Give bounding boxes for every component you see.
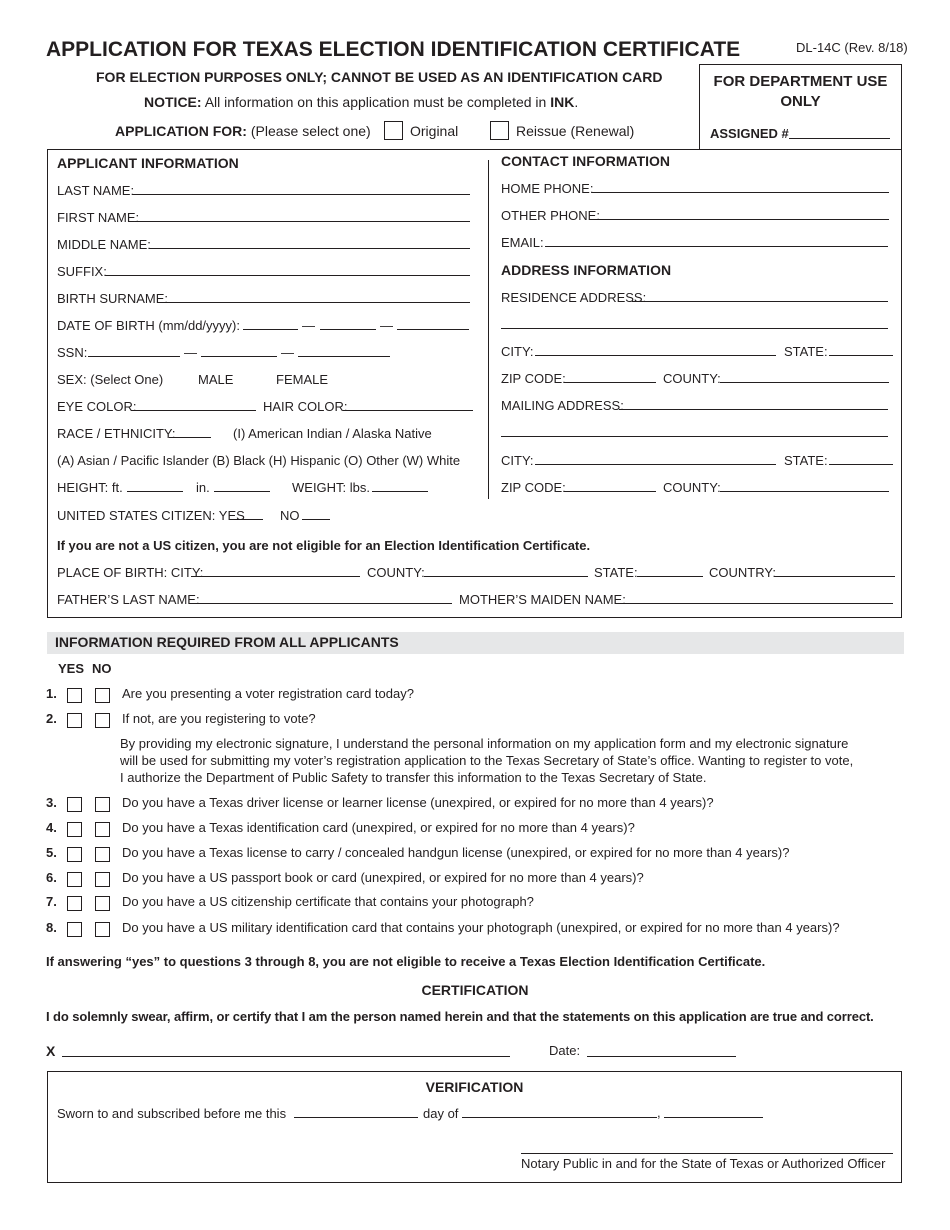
weight-field[interactable] bbox=[372, 491, 428, 492]
contact-heading: CONTACT INFORMATION bbox=[501, 153, 671, 169]
q2-yes-checkbox[interactable] bbox=[67, 713, 82, 728]
question-number: 7. bbox=[46, 894, 57, 909]
yes-column-header: YES bbox=[58, 661, 85, 676]
pob-country-label: COUNTRY: bbox=[709, 565, 776, 580]
residence-county-field[interactable] bbox=[720, 382, 889, 383]
residence-state-field[interactable] bbox=[829, 355, 893, 356]
height-ft-field[interactable] bbox=[127, 491, 183, 492]
mailing-zip-label: ZIP CODE: bbox=[501, 480, 566, 495]
father-field[interactable] bbox=[190, 603, 452, 604]
dob-day-field[interactable] bbox=[320, 329, 376, 330]
applicant-heading: APPLICANT INFORMATION bbox=[57, 155, 239, 171]
q4-no-checkbox[interactable] bbox=[95, 822, 110, 837]
reissue-label: Reissue (Renewal) bbox=[516, 123, 635, 139]
last-name-field[interactable] bbox=[132, 194, 470, 195]
notice-ink: INK bbox=[550, 94, 575, 110]
dash: — bbox=[281, 345, 294, 360]
middle-name-field[interactable] bbox=[149, 248, 470, 249]
question-text: Do you have a US passport book or card (unexpired, or expired for no more than 4 years)? bbox=[122, 870, 644, 885]
race-label: RACE / ETHNICITY: bbox=[57, 426, 176, 441]
residence-label: RESIDENCE ADDRESS: bbox=[501, 290, 647, 305]
pob-county-label: COUNTY: bbox=[367, 565, 425, 580]
sex-male-option[interactable]: MALE bbox=[198, 372, 234, 387]
sex-label: SEX: (Select One) bbox=[57, 372, 164, 387]
question-text: Do you have a Texas driver license or learner license (unexpired, or expired for no more than 4 years)? bbox=[122, 795, 714, 810]
q5-no-checkbox[interactable] bbox=[95, 847, 110, 862]
dob-label: DATE OF BIRTH (mm/dd/yyyy): bbox=[57, 318, 240, 333]
notice-text: All information on this application must be completed in bbox=[204, 94, 547, 110]
residence-line2-field[interactable] bbox=[501, 328, 888, 329]
mailing-field[interactable] bbox=[619, 409, 888, 410]
pob-city-label: PLACE OF BIRTH: CITY: bbox=[57, 565, 204, 580]
q8-no-checkbox[interactable] bbox=[95, 922, 110, 937]
residence-zip-field[interactable] bbox=[564, 382, 656, 383]
residence-state-label: STATE: bbox=[784, 344, 828, 359]
q5-yes-checkbox[interactable] bbox=[67, 847, 82, 862]
first-name-label: FIRST NAME: bbox=[57, 210, 140, 225]
other-phone-label: OTHER PHONE: bbox=[501, 208, 600, 223]
required-heading: INFORMATION REQUIRED FROM ALL APPLICANTS bbox=[55, 634, 399, 650]
citizen-no-label: NO bbox=[280, 508, 300, 523]
residence-city-label: CITY: bbox=[501, 344, 534, 359]
q3-no-checkbox[interactable] bbox=[95, 797, 110, 812]
home-phone-label: HOME PHONE: bbox=[501, 181, 594, 196]
signature-x: X bbox=[46, 1043, 56, 1059]
dept-title-2: ONLY bbox=[780, 93, 821, 110]
first-name-field[interactable] bbox=[135, 221, 470, 222]
suffix-field[interactable] bbox=[105, 275, 470, 276]
question-number: 2. bbox=[46, 711, 57, 726]
height-ft-label: HEIGHT: ft. bbox=[57, 480, 123, 495]
citizen-label: UNITED STATES CITIZEN: YES bbox=[57, 508, 245, 523]
certification-heading: CERTIFICATION bbox=[421, 982, 529, 998]
other-phone-field[interactable] bbox=[594, 219, 889, 220]
email-field[interactable] bbox=[545, 246, 888, 247]
q8-yes-checkbox[interactable] bbox=[67, 922, 82, 937]
residence-field[interactable] bbox=[632, 301, 888, 302]
pob-state-field[interactable] bbox=[637, 576, 703, 577]
residence-zip-label: ZIP CODE: bbox=[501, 371, 566, 386]
suffix-label: SUFFIX: bbox=[57, 264, 107, 279]
form-number: DL-14C (Rev. 8/18) bbox=[796, 40, 908, 55]
app-for-label: APPLICATION FOR: bbox=[115, 123, 247, 139]
sex-female-option[interactable]: FEMALE bbox=[276, 372, 329, 387]
ssn-part1-field[interactable] bbox=[88, 356, 180, 357]
mailing-county-label: COUNTY: bbox=[663, 480, 721, 495]
notice-end: . bbox=[574, 94, 579, 110]
birth-surname-label: BIRTH SURNAME: bbox=[57, 291, 168, 306]
sworn-year-field[interactable] bbox=[664, 1117, 763, 1118]
date-label: Date: bbox=[549, 1043, 581, 1058]
question-text: Do you have a US military identification card that contains your photograph (unexpired, or expired for no more than 4 years)? bbox=[122, 920, 840, 935]
signature-field[interactable] bbox=[62, 1056, 510, 1057]
residence-county-label: COUNTY: bbox=[663, 371, 721, 386]
sworn-label: Sworn to and subscribed before me this bbox=[57, 1106, 287, 1121]
mailing-county-field[interactable] bbox=[720, 491, 889, 492]
date-field[interactable] bbox=[587, 1056, 736, 1057]
sworn-month-field[interactable] bbox=[462, 1117, 657, 1118]
question-number: 3. bbox=[46, 795, 57, 810]
height-in-label: in. bbox=[196, 480, 210, 495]
no-column-header: NO bbox=[92, 661, 112, 676]
eye-color-label: EYE COLOR: bbox=[57, 399, 137, 414]
application-for bbox=[115, 123, 371, 139]
original-checkbox[interactable] bbox=[384, 121, 403, 140]
consent-line-1: By providing my electronic signature, I understand the personal information on my application form and my electronic signature bbox=[120, 736, 849, 751]
race-option-i: (I) American Indian / Alaska Native bbox=[233, 426, 432, 441]
height-in-field[interactable] bbox=[214, 491, 270, 492]
q1-yes-checkbox[interactable] bbox=[67, 688, 82, 703]
dash: — bbox=[184, 345, 197, 360]
pob-city-field[interactable] bbox=[191, 576, 360, 577]
reissue-checkbox[interactable] bbox=[490, 121, 509, 140]
page-title: APPLICATION FOR TEXAS ELECTION IDENTIFICATION CERTIFICATE bbox=[46, 38, 741, 61]
middle-name-label: MIDDLE NAME: bbox=[57, 237, 151, 252]
pob-state-label: STATE: bbox=[594, 565, 638, 580]
father-label: FATHER’S LAST NAME: bbox=[57, 592, 200, 607]
question-text: Do you have a US citizenship certificate that contains your photograph? bbox=[122, 894, 534, 909]
mother-label: MOTHER’S MAIDEN NAME: bbox=[459, 592, 626, 607]
q7-yes-checkbox[interactable] bbox=[67, 896, 82, 911]
assigned-label: ASSIGNED # bbox=[710, 126, 789, 141]
comma: , bbox=[657, 1105, 661, 1120]
mailing-zip-field[interactable] bbox=[564, 491, 656, 492]
question-text: Are you presenting a voter registration card today? bbox=[122, 686, 414, 701]
column-divider bbox=[488, 160, 489, 499]
mailing-state-label: STATE: bbox=[784, 453, 828, 468]
dash: — bbox=[302, 318, 315, 333]
ssn-part2-field[interactable] bbox=[201, 356, 277, 357]
mailing-label: MAILING ADDRESS: bbox=[501, 398, 624, 413]
subtitle: FOR ELECTION PURPOSES ONLY; CANNOT BE USED AS AN IDENTIFICATION CARD bbox=[96, 69, 663, 85]
pob-country-field[interactable] bbox=[774, 576, 895, 577]
weight-label: WEIGHT: lbs. bbox=[292, 480, 371, 495]
mailing-city-field[interactable] bbox=[535, 464, 776, 465]
question-number: 6. bbox=[46, 870, 57, 885]
consent-line-3: I authorize the Department of Public Safety to transfer this information to the Texas Secretary of State. bbox=[120, 770, 707, 785]
not-citizen-note: If you are not a US citizen, you are not eligible for an Election Identification Certificate. bbox=[57, 538, 591, 553]
notice bbox=[144, 94, 578, 110]
q6-yes-checkbox[interactable] bbox=[67, 872, 82, 887]
question-number: 5. bbox=[46, 845, 57, 860]
q1-no-checkbox[interactable] bbox=[95, 688, 110, 703]
ineligible-note: If answering “yes” to questions 3 through 8, you are not eligible to receive a Texas Election Identification Certificate. bbox=[46, 954, 766, 969]
race-field[interactable] bbox=[169, 437, 211, 438]
mailing-state-field[interactable] bbox=[829, 464, 893, 465]
assigned-field[interactable] bbox=[789, 138, 890, 139]
sworn-day-field[interactable] bbox=[294, 1117, 418, 1118]
pob-county-field[interactable] bbox=[424, 576, 588, 577]
q3-yes-checkbox[interactable] bbox=[67, 797, 82, 812]
dash: — bbox=[380, 318, 393, 333]
race-options: (A) Asian / Pacific Islander (B) Black (H) Hispanic (O) Other (W) White bbox=[57, 453, 461, 468]
dob-year-field[interactable] bbox=[397, 329, 469, 330]
verification-heading: VERIFICATION bbox=[425, 1079, 524, 1095]
email-label: EMAIL: bbox=[501, 235, 544, 250]
hair-color-field[interactable] bbox=[343, 410, 473, 411]
question-text: Do you have a Texas license to carry / concealed handgun license (unexpired, or expired for no more than 4 years)? bbox=[122, 845, 790, 860]
ssn-part3-field[interactable] bbox=[298, 356, 390, 357]
question-text: If not, are you registering to vote? bbox=[122, 711, 316, 726]
notary-label: Notary Public in and for the State of Texas or Authorized Officer bbox=[521, 1156, 886, 1171]
residence-city-field[interactable] bbox=[535, 355, 776, 356]
citizen-no-field[interactable] bbox=[302, 519, 330, 520]
q2-no-checkbox[interactable] bbox=[95, 713, 110, 728]
mailing-line2-field[interactable] bbox=[501, 436, 888, 437]
citizen-yes-field[interactable] bbox=[235, 519, 263, 520]
notary-signature-field[interactable] bbox=[521, 1153, 893, 1154]
consent-line-2: will be used for submitting my voter’s registration application to the Texas Secretary of State’s office. Wanting to register to vote, bbox=[120, 753, 854, 768]
q7-no-checkbox[interactable] bbox=[95, 896, 110, 911]
address-heading: ADDRESS INFORMATION bbox=[501, 262, 672, 278]
mailing-city-label: CITY: bbox=[501, 453, 534, 468]
day-of-label: day of bbox=[423, 1106, 459, 1121]
question-number: 1. bbox=[46, 686, 57, 701]
question-number: 8. bbox=[46, 920, 57, 935]
q6-no-checkbox[interactable] bbox=[95, 872, 110, 887]
question-number: 4. bbox=[46, 820, 57, 835]
birth-surname-field[interactable] bbox=[160, 302, 470, 303]
q4-yes-checkbox[interactable] bbox=[67, 822, 82, 837]
eye-color-field[interactable] bbox=[131, 410, 256, 411]
home-phone-field[interactable] bbox=[592, 192, 889, 193]
question-text: Do you have a Texas identification card (unexpired, or expired for no more than 4 years)? bbox=[122, 820, 635, 835]
ssn-label: SSN: bbox=[57, 345, 88, 360]
notice-label: NOTICE: bbox=[144, 94, 202, 110]
app-for-hint: (Please select one) bbox=[250, 123, 371, 139]
last-name-label: LAST NAME: bbox=[57, 183, 135, 198]
mother-field[interactable] bbox=[618, 603, 893, 604]
hair-color-label: HAIR COLOR: bbox=[263, 399, 348, 414]
dob-month-field[interactable] bbox=[243, 329, 298, 330]
original-label: Original bbox=[410, 123, 459, 139]
dept-title-1: FOR DEPARTMENT USE bbox=[713, 73, 888, 90]
certification-statement: I do solemnly swear, affirm, or certify that I am the person named herein and that the statements on this application are true and correct. bbox=[46, 1009, 874, 1024]
